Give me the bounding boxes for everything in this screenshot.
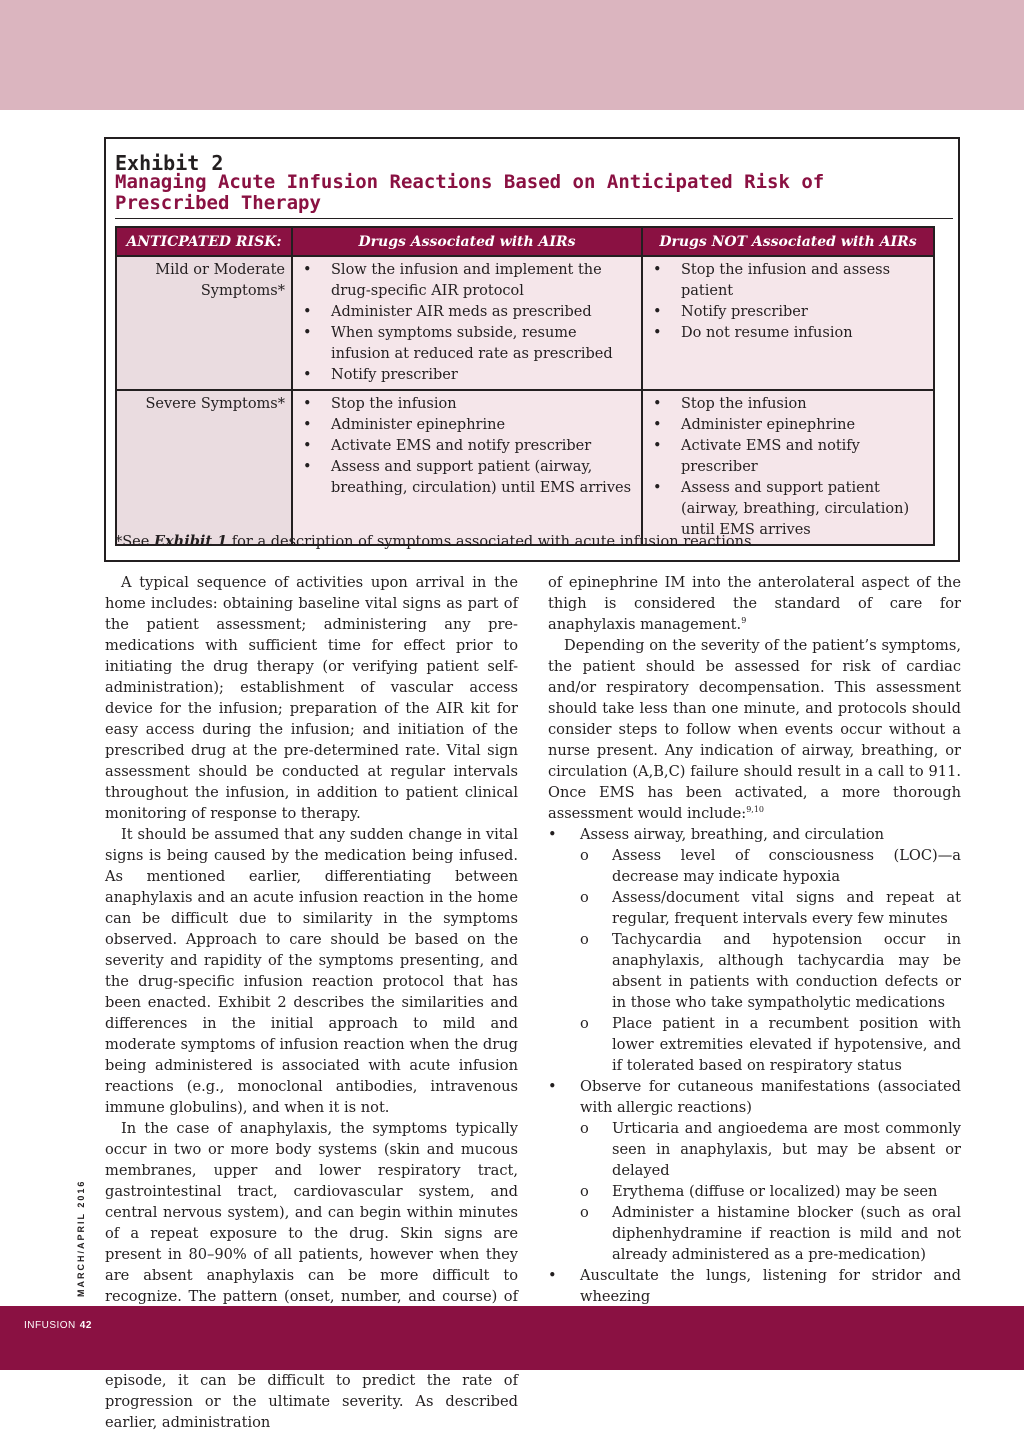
list-item: • Stop the infusion xyxy=(647,394,929,415)
footnote-text: for a description of symptoms associated with acute infusion reactions. xyxy=(227,534,757,550)
paragraph xyxy=(548,572,961,635)
list-item xyxy=(548,824,961,1076)
list-item: • Stop the infusion xyxy=(297,394,637,415)
exhibit-divider xyxy=(115,218,953,219)
list-item: • Stop the infusion and assess patient xyxy=(647,260,929,302)
sub-list-item: o Erythema (diffuse or localized) may be seen xyxy=(580,1181,961,1202)
list-item: • Administer epinephrine xyxy=(297,415,637,436)
exhibit-label: Exhibit 2 xyxy=(115,151,224,175)
page-number: 42 xyxy=(79,1320,92,1331)
list-item: • Notify prescriber xyxy=(297,365,637,386)
list-item-label: Auscultate the lungs, listening for stridor and wheezing xyxy=(580,1267,961,1305)
assessment-list xyxy=(548,824,961,1349)
brand-name: INFUSION xyxy=(24,1320,76,1331)
sub-list-item: o Tachycardia and hypotension occur in anaphylaxis, although tachycardia may be absent in patients with conduction defects or in those who take sympatholytic medications xyxy=(580,929,961,1013)
paragraph xyxy=(548,635,961,824)
list-item xyxy=(548,1076,961,1265)
not-associated-cell xyxy=(642,256,934,390)
list-item: • Notify prescriber xyxy=(647,302,929,323)
citation: 9 xyxy=(741,616,747,626)
bullet-list xyxy=(297,260,637,386)
list-item: • Administer epinephrine xyxy=(647,415,929,436)
bullet-list xyxy=(647,394,929,541)
list-item-label: Observe for cutaneous manifestations (associated with allergic reactions) xyxy=(580,1078,961,1116)
list-item: • Slow the infusion and implement the drug-specific AIR protocol xyxy=(297,260,637,302)
bullet-list xyxy=(297,394,637,499)
footnote-prefix: *See xyxy=(115,534,154,550)
exhibit-title: Managing Acute Infusion Reactions Based on Anticipated Risk of Prescribed Therapy xyxy=(115,171,825,214)
sub-list-item: o Assess/document vital signs and repeat at regular, frequent intervals every few minutes xyxy=(580,887,961,929)
paragraph-text: of epinephrine IM into the anterolateral aspect of the thigh is considered the standard of care for anaphylaxis management. xyxy=(548,574,961,633)
list-item: • Activate EMS and notify prescriber xyxy=(297,436,637,457)
footnote-reference: Exhibit 1 xyxy=(153,533,228,550)
list-item: • When symptoms subside, resume infusion at reduced rate as prescribed xyxy=(297,323,637,365)
list-item: • Activate EMS and notify prescriber xyxy=(647,436,929,478)
paragraph: In the case of anaphylaxis, the symptoms typically occur in two or more body systems (skin and mucous membranes, upper and lower respiratory tract, gastrointestinal tract, cardiovascular system, and central nervous system), and can begin within minutes of a repeat exposure to the drug. Skin signs are present in 80–90% of all patients, however when they are absent anaphylaxis can be more difficult to recognize. The pattern (onset, number, and course) of episode, it can be difficult to predict the rate of progression or the ultimate severity. As described earlier, administration xyxy=(105,1120,518,1431)
sub-list-item: o Assess level of consciousness (LOC)—a decrease may indicate hypoxia xyxy=(580,845,961,887)
table-row xyxy=(116,256,934,390)
list-item: • Do not resume infusion xyxy=(647,323,929,344)
list-item-label: Assess airway, breathing, and circulation xyxy=(580,826,885,843)
footer-band xyxy=(0,1306,1024,1370)
sub-list xyxy=(580,845,961,1076)
paragraph: It should be assumed that any sudden change in vital signs is being caused by the medication being infused. As mentioned earlier, differentiating between anaphylaxis and an acute infusion reaction in the home can be difficult due to similarity in the symptoms observed. Approach to care should be based on the severity and rapidity of the symptoms presenting, and the drug-specific infusion reaction protocol that has been enacted. Exhibit 2 describes the similarities and differences in the initial approach to mild and moderate symptoms of infusion reaction when the drug being administered is associated with acute infusion reactions (e.g., monoclonal antibodies, intravenous immune globulins), and when it is not. xyxy=(105,826,518,1116)
citation: 9,10 xyxy=(746,805,765,815)
exhibit-table xyxy=(115,226,935,546)
risk-cell: Mild or Moderate Symptoms* xyxy=(116,256,292,390)
paragraph: A typical sequence of activities upon arrival in the home includes: obtaining baseline vital signs as part of the patient assessment; administering any pre-medications with sufficient time for effect prior to initiating the drug therapy (or verifying patient self-administration); establishment of vascular access device for the infusion; preparation of the AIR kit for easy access during the infusion; and initiation of the prescribed drug at the pre-determined rate. Vital sign assessment should be conducted at regular intervals throughout the infusion, in addition to patient clinical monitoring of response to therapy. xyxy=(105,574,518,822)
footer-label xyxy=(24,1320,92,1331)
paragraph-text: Depending on the severity of the patient’s symptoms, the patient should be assessed for risk of cardiac and/or respiratory decompensation. This assessment should take less than one minute, and protocols should consider steps to follow when events occur without a nurse present. Any indication of airway, breathing, or circulation (A,B,C) failure should result in a call to 911. Once EMS has been activated, a more thorough assessment would include: xyxy=(548,637,961,822)
associated-cell xyxy=(292,256,642,390)
header-band xyxy=(0,0,1024,110)
list-item: • Assess and support patient (airway, breathing, circulation) until EMS arrives xyxy=(647,478,929,541)
table-row xyxy=(116,390,934,545)
exhibit-box xyxy=(104,137,960,562)
risk-cell: Severe Symptoms* xyxy=(116,390,292,545)
header-not-associated: Drugs NOT Associated with AIRs xyxy=(642,227,934,256)
table-header-row xyxy=(116,227,934,256)
sub-list-item: o Urticaria and angioedema are most commonly seen in anaphylaxis, but may be absent or delayed xyxy=(580,1118,961,1181)
list-item: • Administer AIR meds as prescribed xyxy=(297,302,637,323)
sub-list-item: o Place patient in a recumbent position with lower extremities elevated if hypotensive, and if tolerated based on respiratory status xyxy=(580,1013,961,1076)
issue-date: MARCH/APRIL 2016 xyxy=(76,1179,86,1297)
sub-list xyxy=(580,1118,961,1265)
right-column xyxy=(548,572,961,1349)
associated-cell xyxy=(292,390,642,545)
sub-list-item: o Administer a histamine blocker (such as oral diphenhydramine if reaction is mild and not already administered as a pre-medication) xyxy=(580,1202,961,1265)
header-associated: Drugs Associated with AIRs xyxy=(292,227,642,256)
list-item: • Assess and support patient (airway, breathing, circulation) until EMS arrives xyxy=(297,457,637,499)
not-associated-cell xyxy=(642,390,934,545)
left-column xyxy=(105,572,518,1433)
exhibit-footnote xyxy=(115,533,756,550)
header-risk: ANTICPATED RISK: xyxy=(116,227,292,256)
bullet-list xyxy=(647,260,929,344)
